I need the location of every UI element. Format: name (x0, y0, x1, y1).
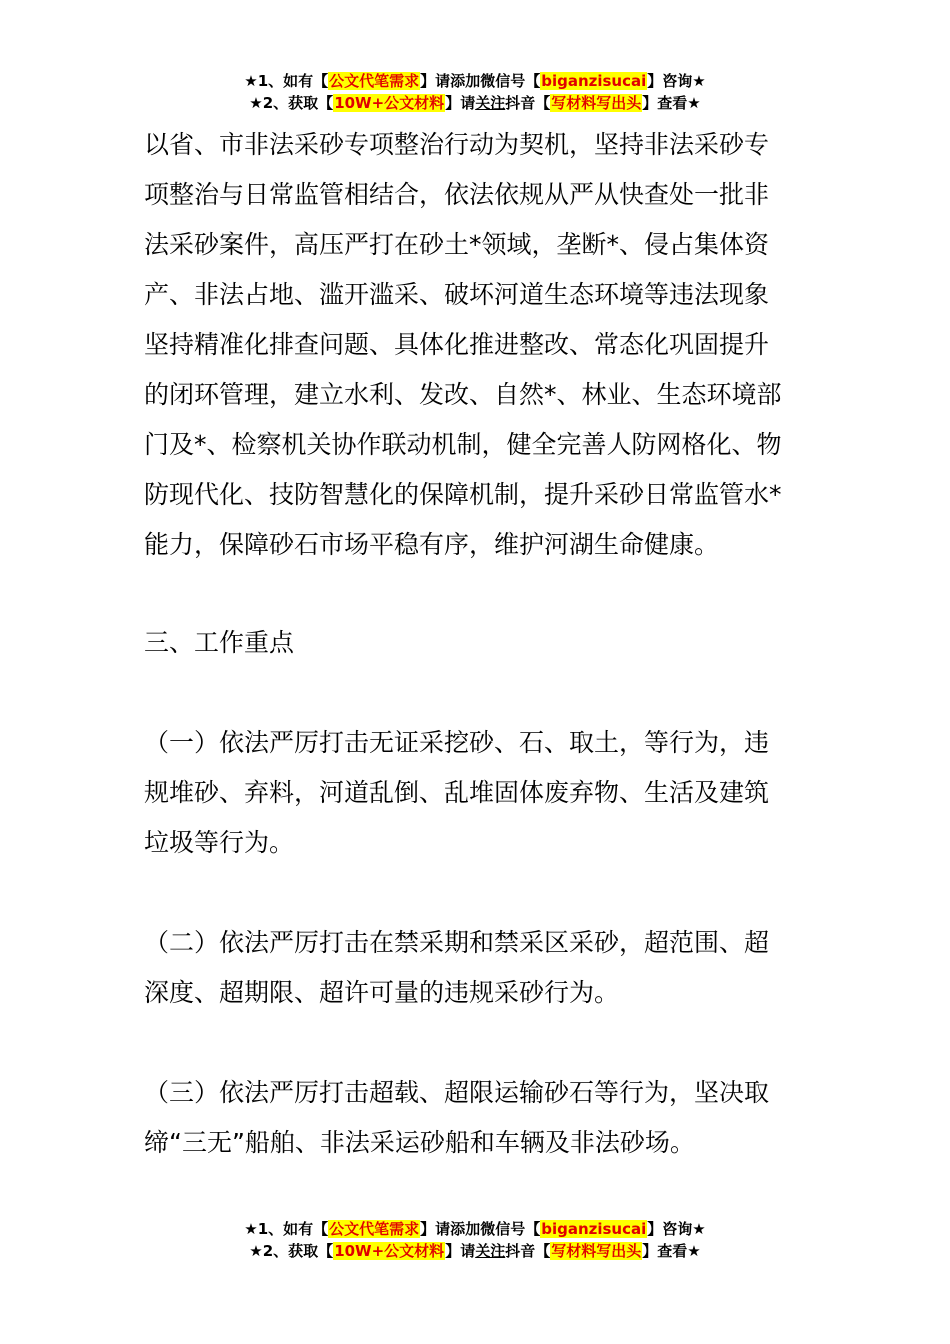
banner-highlight-service: 公文代笔需求 (329, 72, 420, 90)
item-line: 缔“三无”船舶、非法采运砂船和车辆及非法砂场。 (144, 1128, 695, 1157)
paragraph-line: 以省、市非法采砂专项整治行动为契机，坚持非法采砂专 (144, 130, 770, 159)
banner-highlight-wechat: biganzisucai (541, 1220, 647, 1238)
paragraph-line: 项整治与日常监管相结合，依法依规从严从快查处一批非 (144, 180, 770, 209)
paragraph-line: 门及*、检察机关协作联动机制，健全完善人防网格化、物 (144, 430, 782, 459)
banner-highlight-materials: 10W+公文材料 (334, 1242, 445, 1260)
banner-highlight-service: 公文代笔需求 (329, 1220, 420, 1238)
item-line: （一）依法严厉打击无证采挖砂、石、取土，等行为，违 (144, 728, 770, 757)
section-heading-text: 三、工作重点 (144, 628, 295, 657)
section-heading (144, 618, 808, 668)
item-line: 深度、超期限、超许可量的违规采砂行为。 (144, 978, 620, 1007)
work-item-2 (144, 918, 808, 1018)
header-banner (0, 70, 950, 114)
footer-banner (0, 1218, 950, 1262)
banner-highlight-douyin: 写材料写出头 (551, 94, 642, 112)
banner-line-2: ★2、获取【10W+公文材料】请关注抖音【写材料写出头】查看★ (249, 94, 701, 112)
paragraph-line: 防现代化、技防智慧化的保障机制，提升采砂日常监管水* (144, 480, 782, 509)
item-line: （三）依法严厉打击超载、超限运输砂石等行为，坚决取 (144, 1078, 770, 1107)
banner-highlight-wechat: biganzisucai (541, 72, 647, 90)
paragraph-line: 坚持精准化排查问题、具体化推进整改、常态化巩固提升 (144, 330, 770, 359)
paragraph-line: 产、非法占地、滥开滥采、破坏河道生态环境等违法现象 (144, 280, 770, 309)
banner-line-1: ★1、如有【公文代笔需求】请添加微信号【biganzisucai】咨询★ (244, 1220, 706, 1238)
banner-line-2: ★2、获取【10W+公文材料】请关注抖音【写材料写出头】查看★ (249, 1242, 701, 1260)
banner-highlight-materials: 10W+公文材料 (334, 94, 445, 112)
item-line: 垃圾等行为。 (144, 828, 295, 857)
main-paragraph (144, 120, 808, 570)
paragraph-line: 的闭环管理，建立水利、发改、自然*、林业、生态环境部 (144, 380, 782, 409)
paragraph-line: 能力，保障砂石市场平稳有序，维护河湖生命健康。 (144, 530, 720, 559)
banner-highlight-douyin: 写材料写出头 (551, 1242, 642, 1260)
item-line: 规堆砂、弃料，河道乱倒、乱堆固体废弃物、生活及建筑 (144, 778, 770, 807)
work-item-3 (144, 1068, 808, 1168)
work-item-1 (144, 718, 808, 868)
banner-line-1: ★1、如有【公文代笔需求】请添加微信号【biganzisucai】咨询★ (244, 72, 706, 90)
paragraph-line: 法采砂案件，高压严打在砂土*领域，垄断*、侵占集体资 (144, 230, 770, 259)
item-line: （二）依法严厉打击在禁采期和禁采区采砂，超范围、超 (144, 928, 770, 957)
